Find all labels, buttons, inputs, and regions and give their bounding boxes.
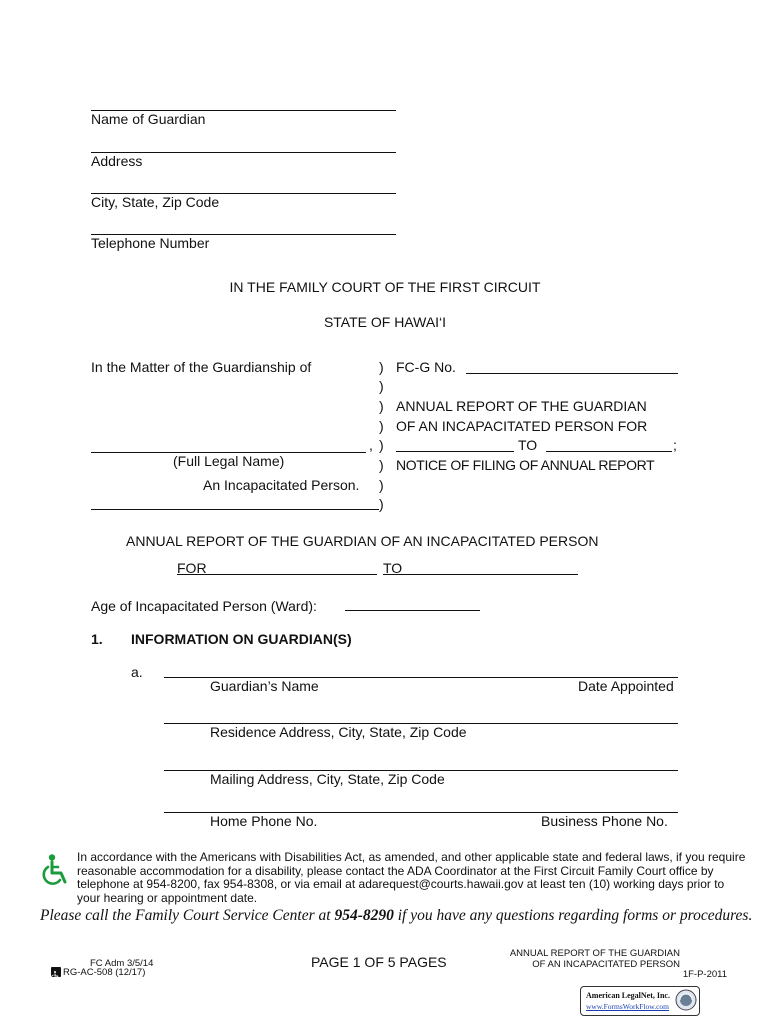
service-center-before: Please call the Family Court Service Center at (40, 907, 335, 924)
item-a-label: a. (131, 664, 143, 680)
wheelchair-icon (41, 853, 71, 889)
city-label: City, State, Zip Code (91, 194, 220, 210)
business-phone-caption: Business Phone No. (541, 813, 668, 829)
to-label: TO (518, 437, 538, 453)
ada-notice: In accordance with the Americans with Disabilities Act, as amended, and other applicable state and federal laws, if you require reasonable accommodation for a disability, please contact the ADA Coordinator at the First Circuit Family Court office by telephone at 954-8200, fax 954-8308, or via email at adarequest@courts.hawaii.gov at least ten (10) working days prior to your hearing or appointment date. (77, 850, 746, 905)
annual-report-title: ANNUAL REPORT OF THE GUARDIAN OF AN INCAPACITATED PERSON (126, 533, 599, 549)
service-center-phone: 954-8290 (334, 907, 394, 924)
page-number: PAGE 1 OF 5 PAGES (311, 954, 447, 970)
form-number: 1F-P-2011 (682, 969, 727, 980)
footer-title-line1: ANNUAL REPORT OF THE GUARDIAN (509, 948, 680, 959)
american-legalnet-logo[interactable] (580, 986, 700, 1016)
service-center-after: if you have any questions regarding forms or procedures. (393, 907, 753, 924)
report-title-line1: ANNUAL REPORT OF THE GUARDIAN (396, 398, 647, 414)
telephone-label: Telephone Number (91, 235, 210, 251)
to-line[interactable] (383, 574, 578, 575)
for-line[interactable] (177, 574, 377, 575)
incapacitated-person-label: An Incapacitated Person. (203, 477, 360, 493)
paren: ) (379, 477, 384, 493)
state-heading: STATE OF HAWAI‘I (323, 314, 447, 330)
paren: ) (379, 359, 384, 375)
paren: ) (379, 398, 384, 414)
notice-title: NOTICE OF FILING OF ANNUAL REPORT (396, 457, 655, 473)
footer-title-line2: OF AN INCAPACITATED PERSON (532, 959, 680, 970)
for-label: FOR (177, 560, 207, 576)
period-to-line[interactable] (546, 451, 672, 452)
court-heading: IN THE FAMILY COURT OF THE FIRST CIRCUIT (229, 279, 541, 295)
address-label: Address (91, 153, 143, 169)
full-legal-name-label: (Full Legal Name) (173, 453, 285, 469)
report-title-line2: OF AN INCAPACITATED PERSON FOR (396, 418, 648, 434)
guardian-name-caption: Guardian’s Name (210, 678, 319, 694)
to-label: TO (383, 560, 403, 576)
period-from-line[interactable] (396, 451, 514, 452)
bottom-caption-line (91, 509, 379, 510)
globe-icon (675, 989, 697, 1011)
residence-caption: Residence Address, City, State, Zip Code (210, 724, 467, 740)
paren: ) (379, 437, 384, 453)
age-label: Age of Incapacitated Person (Ward): (91, 598, 317, 614)
fcg-label: FC-G No. (396, 359, 456, 375)
service-center-notice (40, 907, 752, 925)
fcg-number-line[interactable] (466, 373, 678, 374)
accessibility-icon (51, 967, 61, 977)
section-title: INFORMATION ON GUARDIAN(S) (131, 631, 352, 647)
age-line[interactable] (345, 610, 480, 611)
fc-adm-code: FC Adm 3/5/14 (90, 958, 154, 969)
rg-form-code: RG-AC-508 (12/17) (63, 967, 146, 978)
semicolon: ; (673, 437, 677, 453)
date-appointed-caption: Date Appointed (578, 678, 674, 694)
paren: ) (379, 418, 384, 434)
logo-name: American LegalNet, Inc. (586, 991, 670, 1000)
guardian-name-label: Name of Guardian (91, 111, 206, 127)
matter-label: In the Matter of the Guardianship of (91, 359, 312, 375)
home-phone-caption: Home Phone No. (210, 813, 318, 829)
logo-url[interactable]: www.FormsWorkFlow.com (586, 1002, 670, 1011)
paren: ) (379, 496, 384, 512)
mailing-caption: Mailing Address, City, State, Zip Code (210, 771, 445, 787)
paren: ) (379, 378, 384, 394)
comma: , (369, 437, 373, 453)
section-number: 1. (91, 631, 103, 647)
paren: ) (379, 457, 384, 473)
